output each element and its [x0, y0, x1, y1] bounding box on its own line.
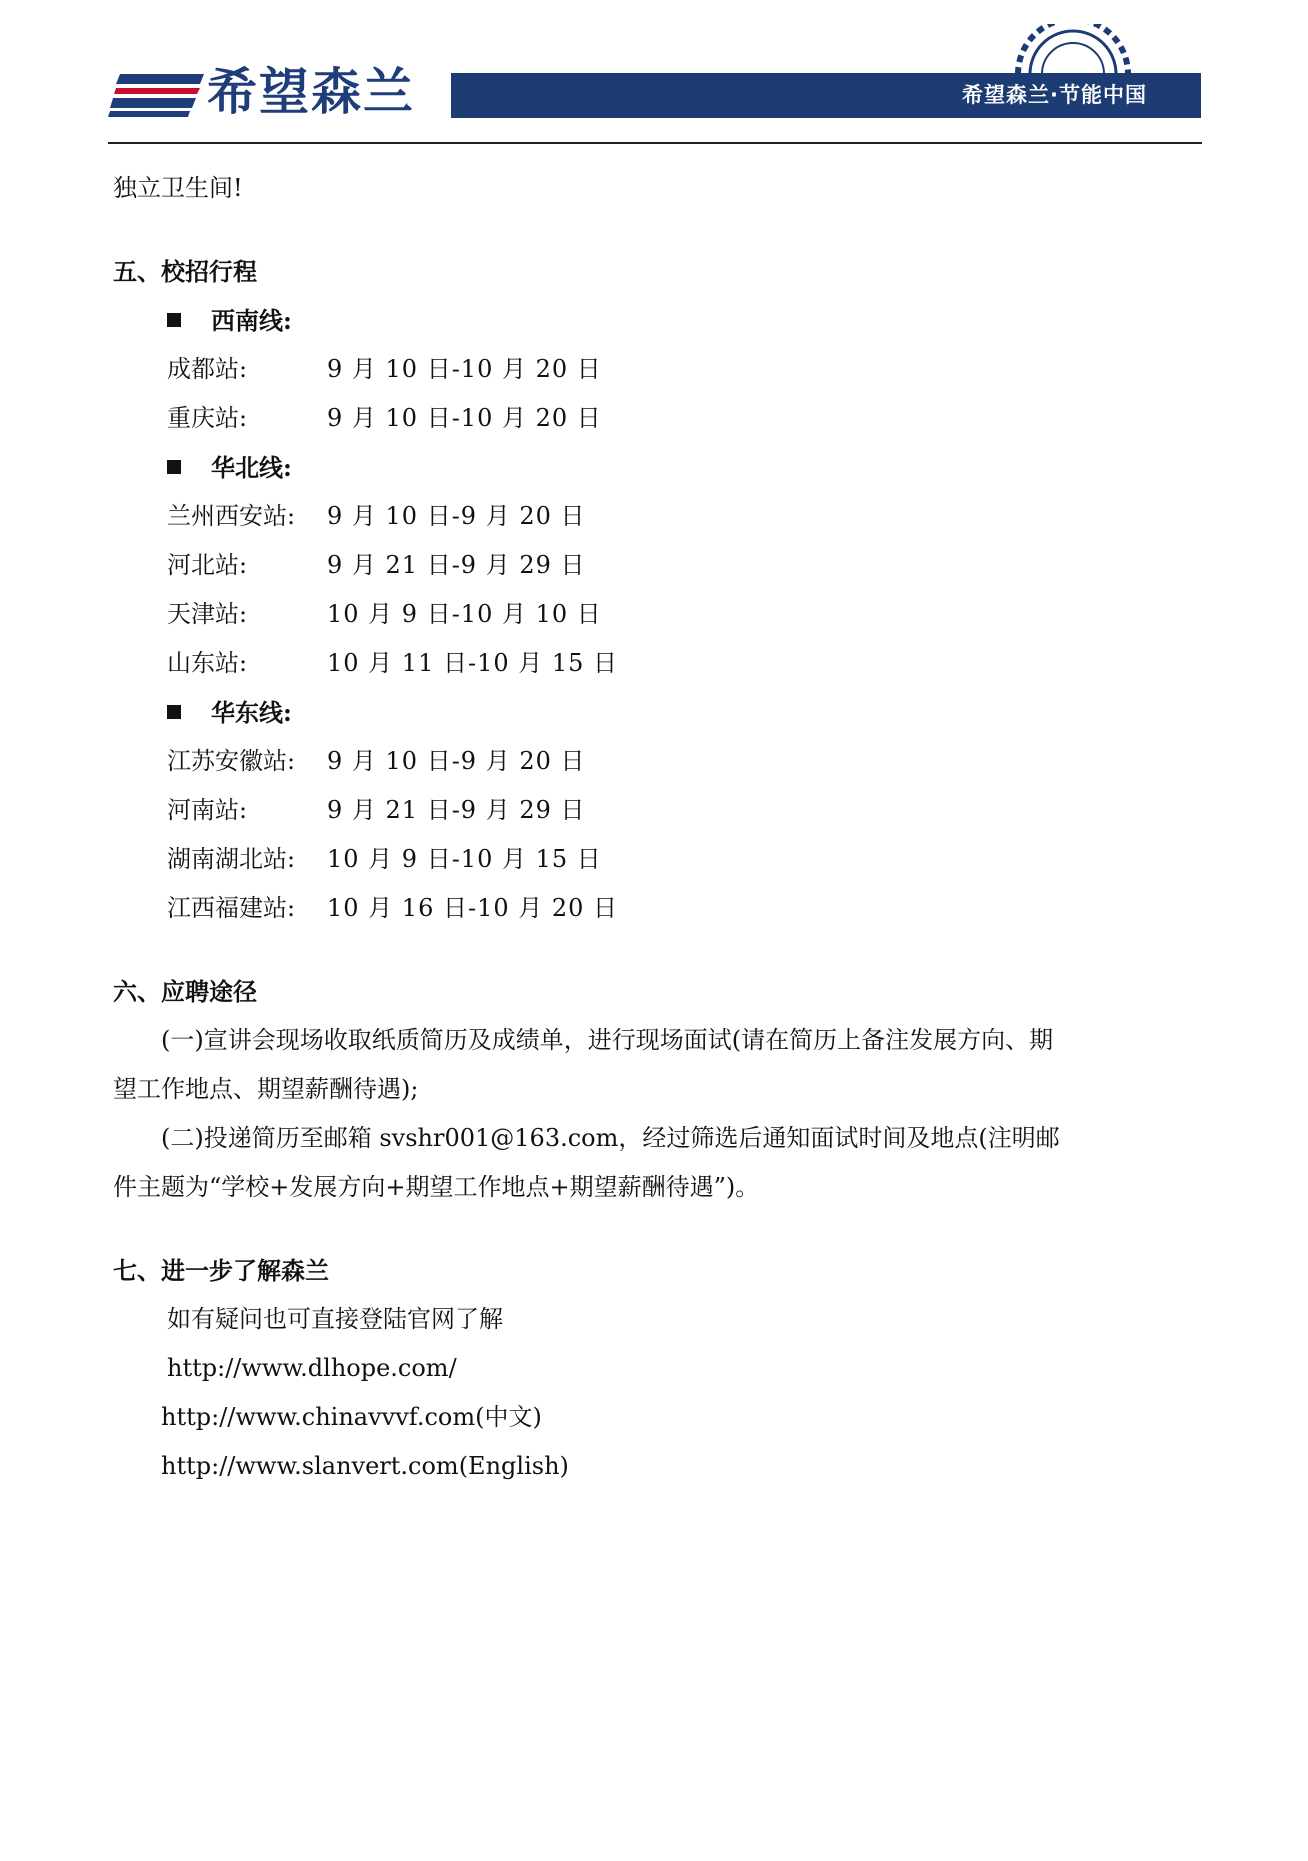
schedule-row [113, 541, 1203, 590]
station-dates: 10 月 9 日-10 月 15 日 [327, 845, 602, 873]
station-name: 山东站: [167, 649, 248, 677]
station-dates: 9 月 21 日-9 月 29 日 [327, 796, 586, 824]
schedule-row [113, 737, 1203, 786]
paragraph-line: (二)投递简历至邮箱 svshr001@163.com，经过筛选后通知面试时间及地点(注明邮 [161, 1124, 1060, 1152]
logo-stripes-icon [108, 72, 204, 118]
header-divider [108, 142, 1202, 144]
station-name: 湖南湖北站: [167, 845, 296, 873]
square-bullet-icon [167, 313, 181, 327]
station-dates: 9 月 10 日-9 月 20 日 [327, 502, 586, 530]
station-name: 成都站: [167, 355, 248, 383]
station-dates: 9 月 21 日-9 月 29 日 [327, 551, 586, 579]
station-name: 重庆站: [167, 404, 248, 432]
document-body [113, 164, 1203, 1491]
station-name: 河北站: [167, 551, 248, 579]
application-method-2 [113, 1114, 1203, 1212]
route-heading-north [113, 443, 1203, 492]
intro-tail-text: 独立卫生间! [113, 174, 243, 202]
station-name: 江苏安徽站: [167, 747, 296, 775]
paragraph-line: 件主题为“学校+发展方向+期望工作地点+期望薪酬待遇”)。 [113, 1173, 760, 1201]
gear-icon [1012, 24, 1134, 74]
route-label: 华东线: [211, 698, 292, 727]
schedule-row [113, 394, 1203, 443]
station-name: 河南站: [167, 796, 248, 824]
station-dates: 10 月 11 日-10 月 15 日 [327, 649, 619, 677]
station-name: 兰州西安站: [167, 502, 296, 530]
square-bullet-icon [167, 460, 181, 474]
station-dates: 9 月 10 日-10 月 20 日 [327, 355, 602, 383]
route-label: 西南线: [211, 306, 292, 335]
schedule-row [113, 639, 1203, 688]
square-bullet-icon [167, 705, 181, 719]
logo-text: 希望森兰 [207, 63, 415, 121]
header-banner [451, 73, 1201, 118]
station-name: 江西福建站: [167, 894, 296, 922]
schedule-row [113, 345, 1203, 394]
application-method-1 [113, 1016, 1203, 1114]
section5-title: 五、校招行程 [113, 257, 257, 286]
schedule-row [113, 884, 1203, 933]
paragraph-line: (一)宣讲会现场收取纸质简历及成绩单，进行现场面试(请在简历上备注发展方向、期 [161, 1026, 1054, 1054]
station-dates: 10 月 16 日-10 月 20 日 [327, 894, 619, 922]
station-dates: 9 月 10 日-9 月 20 日 [327, 747, 586, 775]
section7-title: 七、进一步了解森兰 [113, 1256, 329, 1285]
website-link-slanvert[interactable]: http://www.slanvert.com(English) [161, 1452, 569, 1480]
website-intro: 如有疑问也可直接登陆官网了解 [167, 1305, 503, 1333]
schedule-row [113, 835, 1203, 884]
section6-title: 六、应聘途径 [113, 977, 257, 1006]
website-link-chinavvvf[interactable]: http://www.chinavvvf.com(中文) [161, 1403, 542, 1431]
header-slogan: 希望森兰·节能中国 [962, 83, 1147, 107]
website-link-dlhope[interactable]: http://www.dlhope.com/ [167, 1354, 457, 1382]
station-name: 天津站: [167, 600, 248, 628]
station-dates: 10 月 9 日-10 月 10 日 [327, 600, 602, 628]
route-label: 华北线: [211, 453, 292, 482]
route-heading-southwest [113, 296, 1203, 345]
paragraph-line: 望工作地点、期望薪酬待遇); [113, 1075, 419, 1103]
schedule-row [113, 786, 1203, 835]
schedule-row [113, 492, 1203, 541]
station-dates: 9 月 10 日-10 月 20 日 [327, 404, 602, 432]
route-heading-east [113, 688, 1203, 737]
schedule-row [113, 590, 1203, 639]
